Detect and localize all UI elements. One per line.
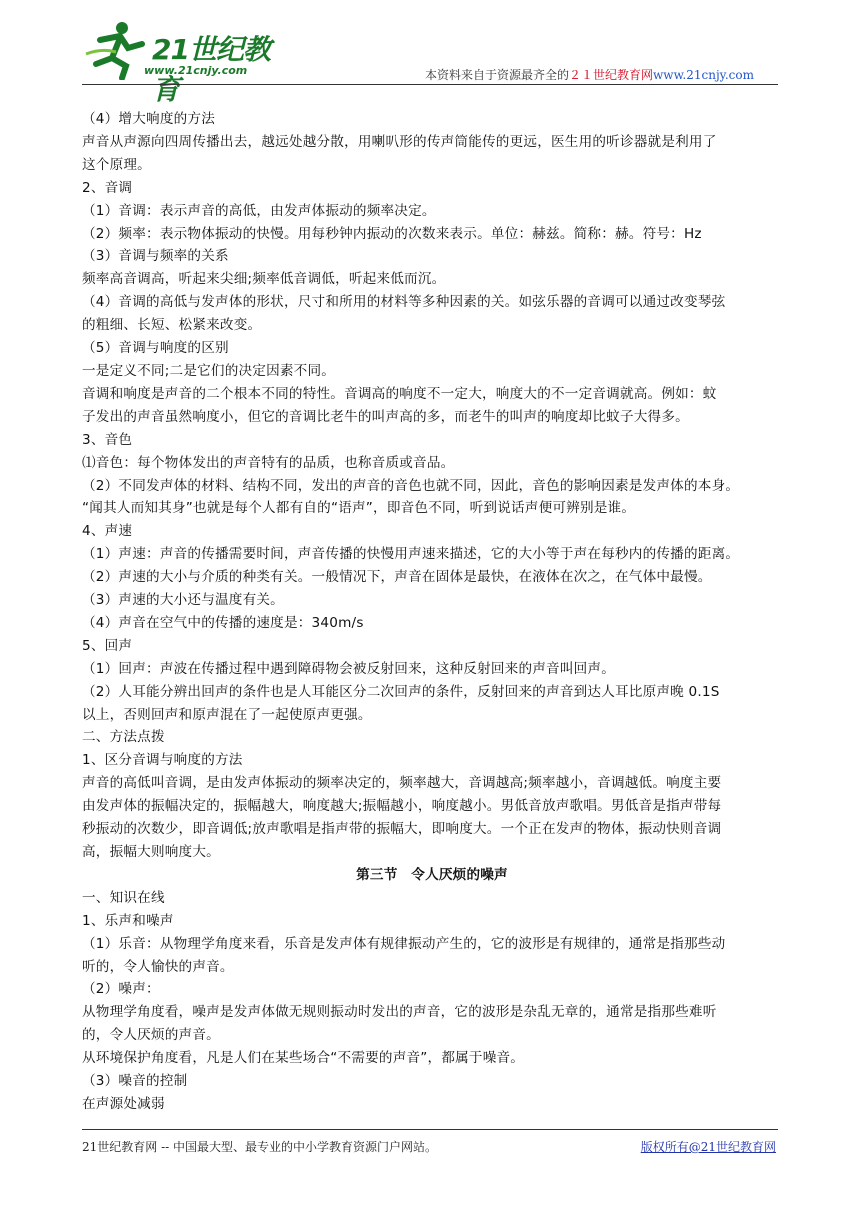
text-line: 高，振幅大则响度大。 bbox=[82, 844, 220, 860]
logo-brand-text: 21世纪教育 bbox=[152, 33, 270, 106]
text-line: 的粗细、长短、松紧来改变。 bbox=[82, 317, 262, 334]
text-line: 听的，令人愉快的声音。 bbox=[82, 958, 234, 975]
text-line: 频率高音调高，听起来尖细;频率低音调低，听起来低而沉。 bbox=[82, 271, 446, 288]
text-line: “闻其人而知其身”也就是每个人都有自的“语声”，即音色不同，听到说话声便可辨别是谁。 bbox=[82, 500, 636, 517]
section-heading: 5、回声 bbox=[82, 637, 133, 654]
runner-logo-icon bbox=[82, 18, 152, 80]
section-heading: 3、音色 bbox=[82, 431, 133, 448]
text-line: 子发出的声音虽然响度小，但它的音调比老牛的叫声高的多，而老牛的叫声的响度却比蚊子大得多。 bbox=[82, 408, 689, 425]
text-line: （2）不同发声体的材料、结构不同，发出的声音的音色也就不同，因此，音色的影响因素是发声体的本身。 bbox=[82, 477, 740, 494]
text-line: （4）音调的高低与发声体的形状，尺寸和所用的材料等多种因素的关。如弦乐器的音调可以通过改变琴弦 bbox=[82, 294, 726, 311]
text-line: 以上，否则回声和原声混在了一起使原声更强。 bbox=[82, 706, 372, 723]
text-line: （5）音调与响度的区别 bbox=[82, 340, 229, 357]
logo-url-text: www.21cnjy.com bbox=[144, 64, 248, 77]
section-heading: 二、方法点拨 bbox=[82, 729, 165, 746]
header-tagline bbox=[425, 66, 754, 83]
site-logo bbox=[82, 18, 292, 106]
footer-copyright-link[interactable]: 版权所有@21世纪教育网 bbox=[640, 1140, 776, 1154]
text-line: 在声源处减弱 bbox=[82, 1095, 165, 1112]
text-line: 由发声体的振幅决定的，振幅越大，响度越大;振幅越小，响度越小。男低音放声歌唱。男低音是指声带每 bbox=[82, 798, 722, 815]
text-line: （3）噪音的控制 bbox=[82, 1073, 188, 1090]
footer-divider bbox=[82, 1129, 778, 1130]
text-line: （3）音调与频率的关系 bbox=[82, 248, 229, 265]
text-line: （1）音调：表示声音的高低，由发声体振动的频率决定。 bbox=[82, 202, 436, 219]
section-heading: 1、乐声和噪声 bbox=[82, 912, 174, 929]
section-heading: 1、区分音调与响度的方法 bbox=[82, 752, 243, 769]
text-line: （2）频率：表示物体振动的快慢。用每秒钟内振动的次数来表示。单位：赫兹。简称：赫。符号：Hz bbox=[82, 225, 702, 242]
section-heading: 一、知识在线 bbox=[82, 889, 165, 906]
text-line: 从环境保护角度看，凡是人们在某些场合“不需要的声音”，都属于噪音。 bbox=[82, 1050, 525, 1067]
text-line: （3）声速的大小还与温度有关。 bbox=[82, 592, 284, 609]
text-line: ⑴音色：每个物体发出的声音特有的品质，也称音质或音品。 bbox=[82, 454, 455, 471]
text-line: （2）噪声： bbox=[82, 981, 160, 998]
text-line: （1）回声：声波在传播过程中遇到障碍物会被反射回来，这种反射回来的声音叫回声。 bbox=[82, 660, 616, 677]
text-line: 音调和响度是声音的二个根本不同的特性。音调高的响度不一定大，响度大的不一定音调就高。例如：蚊 bbox=[82, 385, 717, 402]
document-body bbox=[82, 108, 782, 1116]
text-line: 秒振动的次数少，即音调低;放声歌唱是指声带的振幅大，即响度大。一个正在发声的物体，振动快则音调 bbox=[82, 821, 722, 838]
section-heading: 4、声速 bbox=[82, 523, 133, 540]
section-heading: 2、音调 bbox=[82, 179, 133, 196]
text-line: （2）声速的大小与介质的种类有关。一般情况下，声音在固体是最快，在液体在次之，在气体中最慢。 bbox=[82, 569, 712, 586]
text-line: 从物理学角度看，噪声是发声体做无规则振动时发出的声音，它的波形是杂乱无章的，通常是指那些难听 bbox=[82, 1004, 717, 1021]
chapter-title: 第三节 令人厌烦的噪声 bbox=[356, 866, 508, 883]
header-divider bbox=[82, 84, 778, 85]
text-line: （1）乐音：从物理学角度来看，乐音是发声体有规律振动产生的，它的波形是有规律的，通常是指那些动 bbox=[82, 935, 726, 952]
tagline-site-link[interactable]: ２１世纪教育网 bbox=[569, 68, 654, 82]
footer-site-description: 21世纪教育网 -- 中国最大型、最专业的中小学教育资源门户网站。 bbox=[82, 1140, 438, 1154]
text-line: （4）声音在空气中的传播的速度是：340m/s bbox=[82, 614, 364, 631]
text-line: 一是定义不同;二是它们的决定因素不同。 bbox=[82, 362, 336, 379]
text-line: （1）声速：声音的传播需要时间，声音传播的快慢用声速来描述，它的大小等于声在每秒内的传播的距离。 bbox=[82, 546, 740, 563]
tagline-url-link[interactable]: www.21cnjy.com bbox=[653, 68, 754, 82]
text-line: 声音的高低叫音调，是由发声体振动的频率决定的，频率越大，音调越高;频率越小，音调越低。响度主要 bbox=[82, 775, 722, 792]
text-line: （2）人耳能分辨出回声的条件也是人耳能区分二次回声的条件，反射回来的声音到达人耳比原声晚 0.1S bbox=[82, 683, 720, 700]
text-line: 这个原理。 bbox=[82, 156, 151, 173]
text-line: 声音从声源向四周传播出去，越远处越分散，用喇叭形的传声筒能传的更远，医生用的听诊器就是利用了 bbox=[82, 133, 717, 150]
text-line: （4）增大响度的方法 bbox=[82, 111, 215, 127]
tagline-prefix: 本资料来自于资源最齐全的 bbox=[425, 68, 570, 82]
text-line: 的，令人厌烦的声音。 bbox=[82, 1027, 220, 1044]
